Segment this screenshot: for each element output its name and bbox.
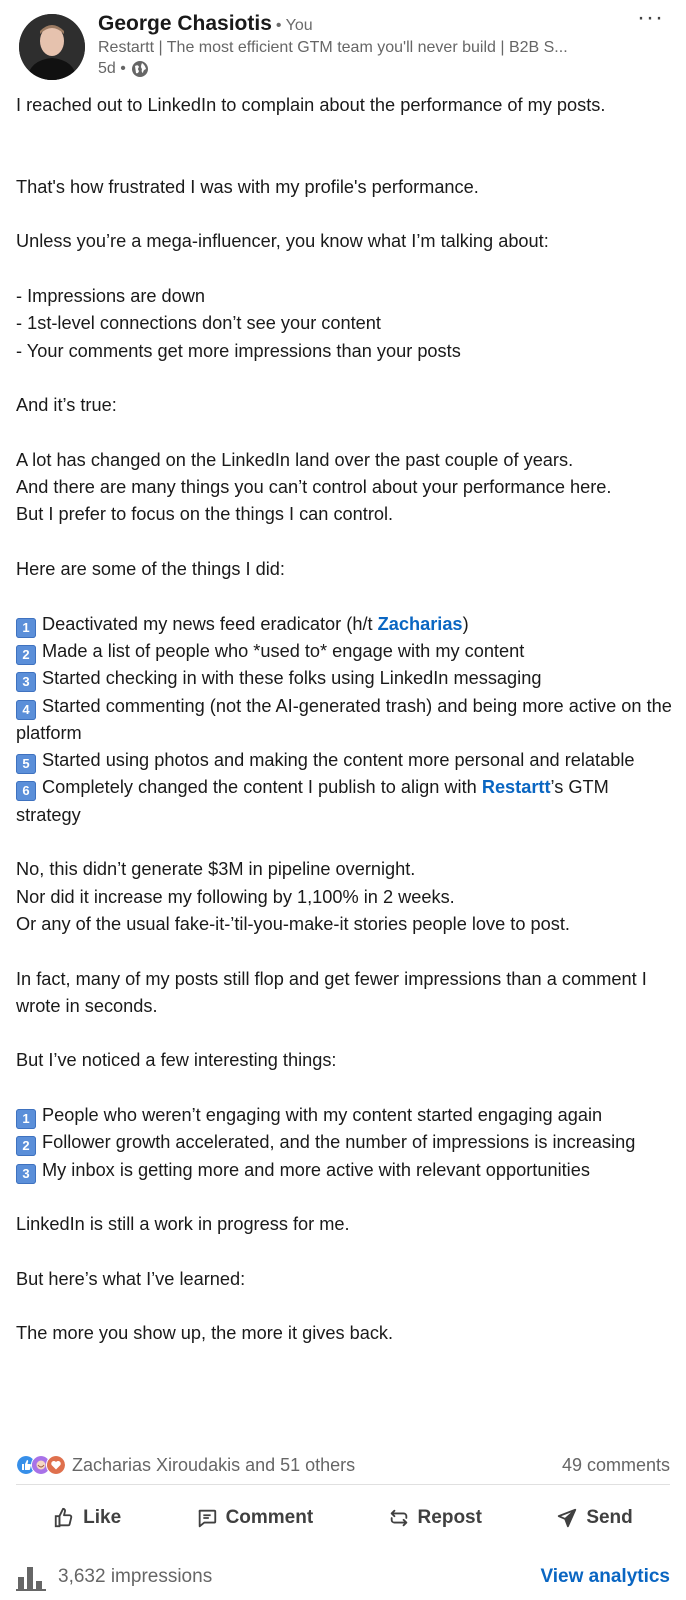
divider xyxy=(16,1484,670,1485)
post-time: 5d • xyxy=(98,60,126,77)
globe-icon xyxy=(131,60,149,78)
numbered-item: 6 Completely changed the content I publish to align with Restartt’s GTM strategy xyxy=(16,777,609,825)
post-meta xyxy=(98,60,149,78)
post-paragraph: But I’ve noticed a few interesting things: xyxy=(16,1050,337,1071)
comment-button[interactable] xyxy=(196,1507,314,1529)
post-line: A lot has changed on the LinkedIn land over the past couple of years. xyxy=(16,449,574,470)
view-analytics-link[interactable]: View analytics xyxy=(540,1566,670,1587)
post-paragraph: But here’s what I’ve learned: xyxy=(16,1268,246,1289)
numbered-item: 2 Follower growth accelerated, and the number of impressions is increasing xyxy=(16,1129,676,1156)
numbered-item: 3 My inbox is getting more and more active with relevant opportunities xyxy=(16,1157,676,1184)
keycap-2-icon: 2 xyxy=(16,645,36,665)
post-body xyxy=(16,92,676,1348)
post-paragraph: And it’s true: xyxy=(16,395,117,416)
repost-icon xyxy=(388,1507,410,1529)
keycap-6-icon: 6 xyxy=(16,781,36,801)
bullet-item: - Impressions are down xyxy=(16,286,206,307)
more-options-icon[interactable]: ··· xyxy=(637,4,664,31)
impressions-summary[interactable] xyxy=(16,1563,212,1591)
author-name[interactable]: George Chasiotis xyxy=(98,12,272,35)
send-button[interactable] xyxy=(556,1507,632,1529)
post-paragraph: The more you show up, the more it gives back. xyxy=(16,1323,394,1344)
action-bar xyxy=(16,1496,670,1540)
bullet-item: - Your comments get more impressions than your posts xyxy=(16,340,461,361)
keycap-4-icon: 4 xyxy=(16,700,36,720)
post-line: Nor did it increase my following by 1,100% in 2 weeks. xyxy=(16,886,455,907)
bar-chart-icon xyxy=(16,1563,46,1591)
keycap-1-icon: 1 xyxy=(16,618,36,638)
post-line: But I prefer to focus on the things I can control. xyxy=(16,504,394,525)
impressions-count: 3,632 impressions xyxy=(58,1566,213,1587)
send-label: Send xyxy=(586,1507,633,1528)
numbered-item: 1 Deactivated my news feed eradicator (h/t Zacharias) xyxy=(16,611,676,638)
love-reaction-icon xyxy=(46,1455,66,1475)
social-counts xyxy=(16,1450,670,1480)
analytics-footer xyxy=(16,1560,670,1594)
mention-link-restartt[interactable]: Restartt xyxy=(481,777,551,798)
numbered-item: 2 Made a list of people who *used to* engage with my content xyxy=(16,638,676,665)
like-button[interactable] xyxy=(53,1507,121,1529)
author-name-row xyxy=(98,12,313,36)
bullet-item: - 1st-level connections don’t see your content xyxy=(16,313,381,334)
comment-label: Comment xyxy=(225,1507,314,1528)
like-label: Like xyxy=(83,1507,122,1528)
you-label: • You xyxy=(275,17,313,34)
reactions-summary[interactable] xyxy=(16,1455,355,1476)
mention-link-zacharias[interactable]: Zacharias xyxy=(377,613,463,634)
repost-label: Repost xyxy=(417,1507,482,1528)
person-avatar-icon xyxy=(19,14,85,80)
numbered-item: 5 Started using photos and making the content more personal and relatable xyxy=(16,747,676,774)
post-paragraph: Here are some of the things I did: xyxy=(16,559,285,580)
post-paragraph: That's how frustrated I was with my profile's performance. xyxy=(16,176,479,197)
post-line: And there are many things you can’t control about your performance here. xyxy=(16,477,612,498)
numbered-item: 3 Started checking in with these folks using LinkedIn messaging xyxy=(16,665,676,692)
reaction-icons xyxy=(16,1455,66,1475)
post-intro: I reached out to LinkedIn to complain about the performance of my posts. xyxy=(16,95,606,115)
post-line: Or any of the usual fake-it-’til-you-make-it stories people love to post. xyxy=(16,913,570,934)
post-paragraph: In fact, many of my posts still flop and get fewer impressions than a comment I wrote in seconds. xyxy=(16,968,647,1016)
keycap-5-icon: 5 xyxy=(16,754,36,774)
post-paragraph: LinkedIn is still a work in progress for me. xyxy=(16,1214,350,1235)
repost-button[interactable] xyxy=(388,1507,482,1529)
keycap-3-icon: 3 xyxy=(16,672,36,692)
comment-icon xyxy=(196,1507,218,1529)
numbered-item: 4 Started commenting (not the AI-generated trash) and being more active on the platform xyxy=(16,695,672,743)
post-paragraph: Unless you’re a mega-influencer, you know what I’m talking about: xyxy=(16,231,549,252)
keycap-1-icon: 1 xyxy=(16,1109,36,1129)
comments-count[interactable]: 49 comments xyxy=(561,1454,670,1475)
keycap-2-icon: 2 xyxy=(16,1136,36,1156)
keycap-3-icon: 3 xyxy=(16,1164,36,1184)
author-headline: Restartt | The most efficient GTM team you'll never build | B2B S... xyxy=(98,39,568,56)
post-line: No, this didn’t generate $3M in pipeline overnight. xyxy=(16,859,416,880)
reactors-text: Zacharias Xiroudakis and 51 others xyxy=(72,1454,356,1475)
numbered-item: 1 People who weren’t engaging with my content started engaging again xyxy=(16,1102,676,1129)
send-icon xyxy=(556,1507,578,1529)
avatar[interactable] xyxy=(19,14,85,80)
thumbs-up-icon xyxy=(53,1507,75,1529)
